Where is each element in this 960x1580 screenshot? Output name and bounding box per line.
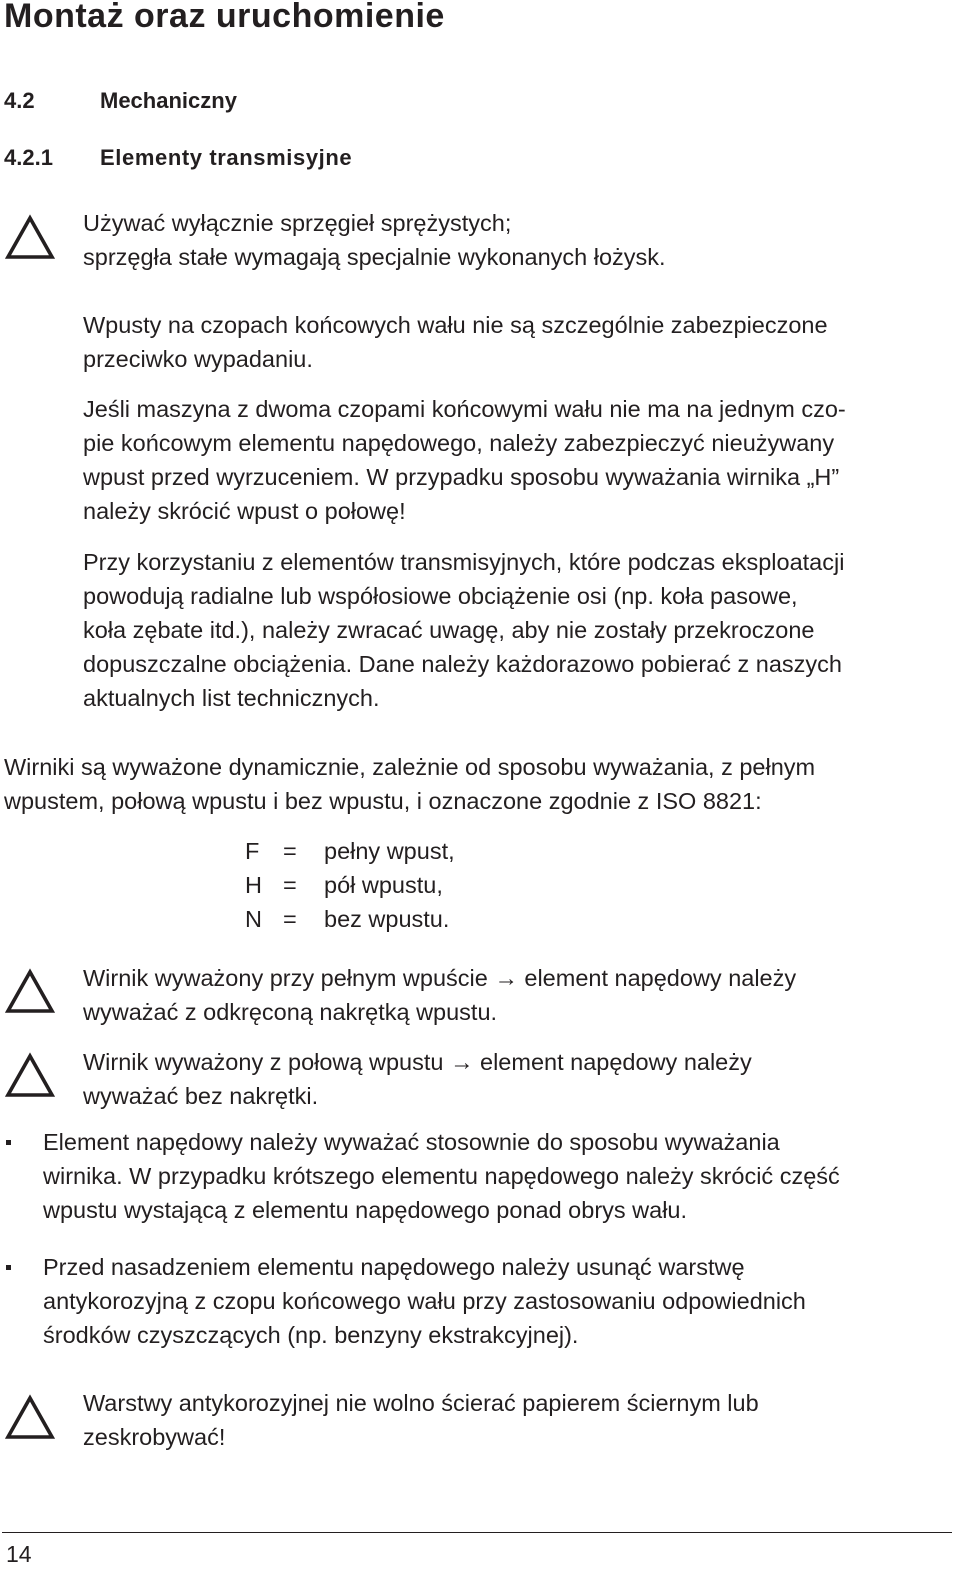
text-line: Wpusty na czopach końcowych wału nie są szczególnie zabezpieczone (83, 312, 828, 338)
text-line: wirnika. W przypadku krótszego elementu napędowego należy skrócić część (43, 1163, 840, 1189)
bullet-marker (6, 1265, 11, 1270)
warning-text-3 (83, 1045, 752, 1113)
text-line: wpust przed wyrzuceniem. W przypadku sposobu wyważania wirnika „H” (83, 464, 840, 490)
warning-triangle-icon (4, 968, 56, 1014)
text-line: należy skrócić wpust o połowę! (83, 498, 406, 524)
subsection-title: Elementy transmisyjne (100, 145, 353, 170)
definition-equals: = (283, 838, 297, 864)
paragraph-transmission-loads (83, 545, 844, 715)
definition-row (245, 834, 545, 868)
text-line: dopuszczalne obciążenia. Dane należy każdorazowo pobierać z naszych (83, 651, 842, 677)
bullet-marker (6, 1140, 11, 1145)
definition-equals: = (283, 872, 297, 898)
definition-equals: = (283, 906, 297, 932)
text-line: przeciwko wypadaniu. (83, 346, 313, 372)
bullet-item-2 (43, 1250, 806, 1352)
text-line: powodują radialne lub współosiowe obciążenie osi (np. koła pasowe, (83, 583, 798, 609)
text-line: Element napędowy należy wyważać stosownie do sposobu wyważania (43, 1129, 780, 1155)
text-line: zeskrobywać! (83, 1424, 226, 1450)
balancing-definitions (245, 834, 545, 936)
section-heading (4, 88, 404, 118)
text-line: pie końcowym elementu napędowego, należy zabezpieczyć nieużywany (83, 430, 835, 456)
text-line: aktualnych list technicznych. (83, 685, 380, 711)
text-line: środków czyszczących (np. benzyny ekstrakcyjnej). (43, 1322, 579, 1348)
text-line: Wirnik wyważony przy pełnym wpuście → element napędowy należy (83, 965, 797, 991)
definition-row (245, 902, 545, 936)
text-line: koła zębate itd.), należy zwracać uwagę, aby nie zostały przekroczone (83, 617, 815, 643)
definition-key: F (245, 838, 260, 864)
text-line: wyważać z odkręconą nakrętką wpustu. (83, 999, 498, 1025)
warning-text-1 (83, 206, 666, 274)
bullet-item-1 (43, 1125, 840, 1227)
text-line: antykorozyjną z czopu końcowego wału przy zastosowaniu odpowiednich (43, 1288, 806, 1314)
text-line: Jeśli maszyna z dwoma czopami końcowymi wału nie ma na jednym czo- (83, 396, 846, 422)
text-line: Używać wyłącznie sprzęgieł sprężystych; (83, 210, 512, 236)
section-title: Mechaniczny (100, 88, 237, 113)
paragraph-rotor-balancing (4, 750, 815, 818)
text-line: Wirnik wyważony z połową wpustu → element napędowy należy (83, 1049, 752, 1075)
text-line: wyważać bez nakrętki. (83, 1083, 319, 1109)
subsection-number: 4.2.1 (4, 145, 53, 170)
definition-row (245, 868, 545, 902)
warning-triangle-icon (4, 1052, 56, 1098)
definition-key: N (245, 906, 262, 932)
definition-key: H (245, 872, 262, 898)
definition-value: pełny wpust, (324, 838, 455, 864)
paragraph-two-shaft-ends (83, 392, 846, 528)
page-title: Montaż oraz uruchomienie (4, 0, 445, 35)
page-number: 14 (6, 1541, 32, 1567)
definition-value: bez wpustu. (324, 906, 450, 932)
paragraph-keys-securing (83, 308, 828, 376)
text-line: Warstwy antykorozyjnej nie wolno ścierać papierem ściernym lub (83, 1390, 759, 1416)
warning-text-4 (83, 1386, 759, 1454)
footer-divider (2, 1532, 952, 1533)
text-line: wpustem, połową wpustu i bez wpustu, i oznaczone zgodnie z ISO 8821: (4, 788, 762, 814)
section-number: 4.2 (4, 88, 35, 113)
warning-triangle-icon (4, 1394, 56, 1440)
text-line: Przy korzystaniu z elementów transmisyjnych, które podczas eksploatacji (83, 549, 845, 575)
definition-value: pół wpustu, (324, 872, 443, 898)
subsection-heading (4, 145, 504, 175)
text-line: sprzęgła stałe wymagają specjalnie wykonanych łożysk. (83, 244, 666, 270)
warning-text-2 (83, 961, 796, 1029)
text-line: wpustu wystającą z elementu napędowego ponad obrys wału. (43, 1197, 688, 1223)
text-line: Przed nasadzeniem elementu napędowego należy usunąć warstwę (43, 1254, 745, 1280)
warning-triangle-icon (4, 214, 56, 260)
text-line: Wirniki są wyważone dynamicznie, zależnie od sposobu wyważania, z pełnym (4, 754, 816, 780)
